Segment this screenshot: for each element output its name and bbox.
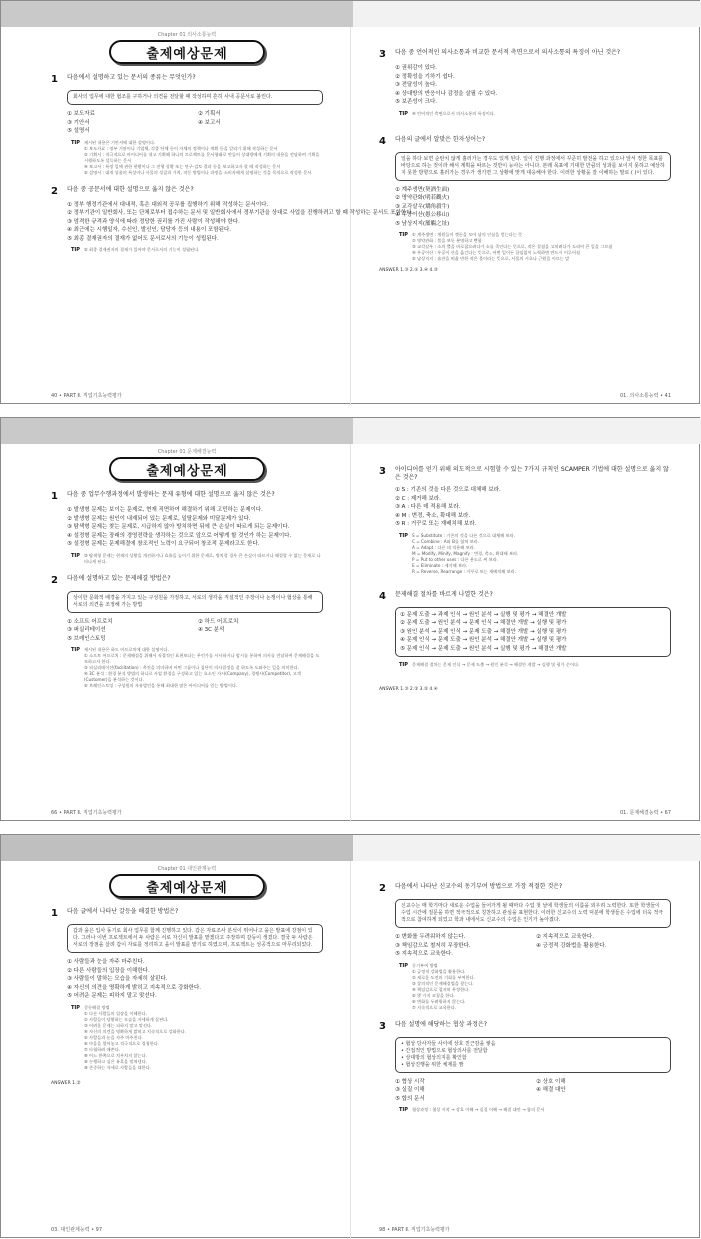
page-folio: 40 • PART Ⅱ. 직업기초능력평가 xyxy=(51,393,122,399)
tip-line: ⑥ 변화를 두려워하지 않는다. xyxy=(411,998,466,1004)
tip-line: 협상과정 : 협상 시작 → 상호 이해 → 실질 이해 → 해결 대안 → 합의 문서 xyxy=(411,1107,545,1112)
question xyxy=(51,575,323,690)
option: ① 계주생면(契酒生面) xyxy=(395,186,450,193)
tip-box xyxy=(71,553,323,565)
passage-box: 신교수는 매 학기마다 새로운 수업을 들어가게 될 때마다 수업 첫 날에 학생들의 이름을 외우려 노력한다. 또한 학생들이 수업 시간에 질문을 하면 적극적으로 칭찬하고 관심을 표현한다. 이러한 신교수의 노력 덕분에 학생들은 수업에 더욱 적극적으로 참여하게 되었고 학과 내에서도 신교수의 수업은 인기가 높아졌다. xyxy=(395,899,671,928)
options xyxy=(395,1078,671,1104)
page-folio: 66 • PART Ⅱ. 직업기초능력평가 xyxy=(51,810,122,816)
tip-line: ① 보도자료 : 정부 기관이나 기업체, 각종 단체 등이 자체의 정책이나 계획 등을 알리기 위해 작성하는 문서 xyxy=(83,145,278,151)
option: ② C : 제거해 보라. xyxy=(395,495,441,502)
option: ① 정부 행정기관에서 대내적, 혹은 대외적 공무를 집행하기 위해 작성하는 문서이다. xyxy=(67,201,269,208)
options xyxy=(395,933,671,959)
tip-line: ④ 언어적인 측면으로서 의사소통의 특징이다. xyxy=(411,110,496,116)
question-number: 4 xyxy=(379,135,386,147)
option: ④ 문제 인식 → 문제 도출 → 원인 분석 → 해결안 개발 → 실행 및 평가 xyxy=(400,637,567,643)
tip-badge: TIP xyxy=(71,552,80,559)
option: ① 협상 시작 xyxy=(395,1078,425,1085)
option: ④ 보고서 xyxy=(198,119,221,126)
option: ④ 우공이산(愚公移山) xyxy=(395,212,450,218)
question-text: 다음 중 공문서에 대한 설명으로 옳지 않은 것은? xyxy=(67,185,194,193)
tip-box xyxy=(71,247,323,254)
question xyxy=(379,466,671,575)
option: ⑤ 보존성이 크다. xyxy=(395,99,438,105)
tip-badge: TIP xyxy=(71,1004,80,1011)
question xyxy=(51,491,323,565)
tip-line: ② 새로운 도전의 기회를 부여한다. xyxy=(411,974,475,980)
left-page xyxy=(1,444,351,822)
right-page xyxy=(351,444,701,822)
option: ② 문제 도출 → 원인 분석 → 문제 인식 → 해결안 개발 → 실행 및 평가 xyxy=(400,620,567,626)
options xyxy=(395,64,671,107)
option: ③ 기안서 xyxy=(67,119,90,126)
book-spread-3 xyxy=(0,834,700,1238)
tip-badge: TIP xyxy=(399,662,408,668)
tip-line: ① 소프트 어프로치 : 문제해결을 위해서 직접적인 표현보다는 무언가를 시사하거나 암시를 통하여 의사를 전달하여 문제해결을 도모하고자 한다. xyxy=(83,653,320,664)
option: ① 변화를 두려워하지 않는다. xyxy=(395,934,466,940)
tip-line: ④ 3C 분석 : 환경 분석 방법의 하나로 사업 환경을 구성하고 있는 요소인 자사(Company), 경쟁사(Competitor), 고객(Customer)을 분석하는 것이다. xyxy=(83,671,301,682)
tip-badge: TIP xyxy=(71,139,80,146)
question-text: 다음에서 나타난 신교수의 동기부여 방법으로 가장 적절한 것은? xyxy=(395,883,563,890)
tip-badge: TIP xyxy=(71,247,80,253)
tip-box xyxy=(399,662,671,669)
option: ④ 자신의 의견을 명확하게 밝히고 지속적으로 강화한다. xyxy=(67,984,202,991)
header-band xyxy=(1,1,701,27)
option: ⑤ 남상지지(濫觴之址) xyxy=(395,220,450,227)
question-number: 2 xyxy=(379,883,386,894)
option: ① 보도자료 xyxy=(67,111,95,117)
question-text: 문제해결 절차를 바르게 나열한 것은? xyxy=(395,590,493,598)
question-text: 다음의 글에서 알맞은 한자성어는? xyxy=(395,135,486,143)
question xyxy=(51,908,323,1071)
option: ⑤ 설정형 문제는 문제해결에 창조적인 노력이 요구되어 창조적 문제라고도 한다. xyxy=(67,541,260,547)
option: ② 발생형 문제는 원인이 내재되어 있는 문제로, 일탈문제와 미달문제가 있다. xyxy=(67,515,251,522)
tip-box xyxy=(399,533,671,575)
option: ⑤ 최종 결재권자의 결재가 없어도 문서로서의 기능이 성립된다. xyxy=(67,235,219,242)
question xyxy=(379,49,671,118)
question-number: 2 xyxy=(51,185,58,197)
tip-line: ② 명약관화 : 불을 보듯 분명하고 뻔함 xyxy=(411,238,482,243)
option: ③ 탐색형 문제는 찾는 문제로, 시급하지 않아 방치하면 뒤에 큰 손실이 따르게 되는 문제이다. xyxy=(67,524,290,530)
question xyxy=(379,1021,671,1115)
tip-line: ① 긍정적 강화법을 활용한다. xyxy=(411,968,466,974)
section-title: 출제예상문제 xyxy=(109,457,265,481)
chapter-label: Chapter 01 문제해결능력 xyxy=(157,449,217,455)
tip-line: ④ 보고서 : 특정 일에 관한 현황이나 그 진행 상황 또는 연구·검토 결과 등을 보고하고자 할 때 작성하는 문서 xyxy=(83,163,281,169)
tip-line: ② 사람들이 당황하는 모습을 자세하게 살핀다. xyxy=(83,1016,169,1022)
tip-line: R = Reverse, Rearrange : 거꾸로 또는 재배치해 보라. xyxy=(411,568,517,574)
tip-line: C = Combine : A와 B를 합쳐 보라. xyxy=(411,538,480,544)
section-title: 출제예상문제 xyxy=(109,874,265,898)
option: ① 소프트 어프로치 xyxy=(67,618,113,625)
option: ④ 최근에는 시행일자, 수신인, 발신인, 담당자 등의 내용이 포함된다. xyxy=(67,227,232,233)
option: ① 권위감이 있다. xyxy=(395,65,438,71)
tip-line: ③ 창의적인 문제해결법을 찾는다. xyxy=(411,980,474,986)
tip-line: ⑤ 사람들과 눈을 자주 마주친다. xyxy=(83,1034,143,1040)
question-text: 다음에서 설명하고 있는 문서의 종류는 무엇인가? xyxy=(67,74,196,81)
question-text: 다음 중 업무수행과정에서 발생하는 문제 유형에 대한 설명으로 옳지 않은 것은? xyxy=(67,491,275,498)
options xyxy=(67,506,323,549)
tip-badge: TIP xyxy=(71,647,80,653)
page-folio: 03. 대인관계능력 • 97 xyxy=(51,1227,103,1233)
page-folio: 01. 의사소통능력 • 41 xyxy=(619,393,671,399)
option: ③ 책임감으로 철저히 무장한다. xyxy=(395,942,471,949)
options xyxy=(67,958,323,1001)
tip-line: ③ 탐색형 문제는 현재의 상황을 개선하거나 효율을 높이기 위한 문제로, 방치할 경우 큰 손실이 따르거나 해결할 수 없는 문제로 나타나게 된다. xyxy=(83,552,321,564)
question xyxy=(379,591,671,670)
option: ② 지속적으로 교육한다. xyxy=(536,934,594,940)
question-number: 3 xyxy=(379,49,386,60)
section-title: 출제예상문제 xyxy=(109,40,265,64)
option: ④ 3C 분석 xyxy=(198,627,225,633)
tip-line: A = Adapt : 다른 데 적용해 보라. xyxy=(411,544,476,550)
book-spread-1 xyxy=(0,0,700,404)
question-number: 4 xyxy=(379,590,386,602)
tip-line: ⑤ 몇 가지 코칭을 한다. xyxy=(411,992,455,998)
tip-line: 제시된 내용은 하드 어프로치에 대한 설명이다. xyxy=(83,647,169,652)
tip-line: ① 다른 사람들의 입장을 이해한다. xyxy=(83,1010,147,1016)
right-page xyxy=(351,861,701,1239)
tip-line: 갈등해결 방법 xyxy=(83,1004,110,1010)
option: ④ 상대방의 반응이나 감정을 살필 수 있다. xyxy=(395,90,498,97)
question-text: 다음 글에서 나타난 갈등을 해결한 방법은? xyxy=(67,908,179,915)
answer-key: ANSWER 1.③ 2.⑤ 3.④ 4.③ xyxy=(379,268,438,273)
tip-line: ⑥ 마음을 열어놓고 적극적으로 경청한다. xyxy=(83,1040,160,1046)
tip-line: P = Put to other uses : 다른 용도로 써 보라. xyxy=(411,556,499,562)
tip-line: ⑩ 존중하는 자세로 사람들을 대한다. xyxy=(83,1064,151,1070)
options xyxy=(67,110,323,136)
tip-line: ⑦ 타협하려 애쓴다. xyxy=(83,1046,121,1052)
question-text: 다음에 설명하고 있는 문제해결 방법은? xyxy=(67,574,171,582)
tip-line: ⑤ 설명서 : 대개 상품의 특성이나 사물의 성질과 가치, 작동 방법이나 과정을 소비자에게 설명하는 것을 목적으로 작성한 문서 xyxy=(83,169,312,175)
tip-line: S = Substitute : 기존의 것을 다른 것으로 대체해 보라. xyxy=(411,532,515,538)
tip-box xyxy=(71,647,323,689)
passage-box: 갑과 을은 입사 동기로 회사 업무를 함께 진행하고 있다. 갑은 자료조사 분석이 뛰어나고 을은 발표에 강점이 있다. 그러나 이번 프로젝트에서 두 사람은 서로 자신이 발표를 맡겠다고 주장하며 갈등이 생겼다. 결국 두 사람은 서로의 장점을 살려 갑이 자료를 정리하고 을이 발표를 맡기로 하였으며, 프로젝트는 성공적으로 마무리되었다. xyxy=(67,924,323,953)
question-number: 3 xyxy=(379,466,386,477)
chapter-label: Chapter 01 대인관계능력 xyxy=(157,866,217,872)
option: ⑤ 합의 문서 xyxy=(395,1095,425,1102)
tip-box xyxy=(399,232,671,262)
option: ③ 엄격한 규격과 양식에 따라 정당한 권리를 가진 사람이 작성해야 한다. xyxy=(67,218,240,225)
option: ② 명약관화(明若觀火) xyxy=(395,195,450,201)
tip-line: ⑤ 남상지지 : 술잔을 띄울 만한 작은 물이라는 뜻으로, 사물의 시초나 근원을 이르는 말 xyxy=(411,256,570,261)
right-page xyxy=(351,27,701,405)
tip-line: ⑦ 지속적으로 교육한다. xyxy=(411,1004,457,1010)
question xyxy=(51,74,323,176)
tip-badge: TIP xyxy=(399,532,408,539)
book-spread-2 xyxy=(0,417,700,821)
tip-line: ④ 자신의 의견을 명확하게 밝히고 지속적으로 강화한다. xyxy=(83,1028,187,1034)
options xyxy=(67,618,323,644)
option: ⑤ 문제 인식 → 문제 도출 → 원인 분석 → 실행 및 평가 → 해결안 개발 xyxy=(400,645,567,652)
answer-key: ANSWER 1.③ 2.② 3.② 4.④ xyxy=(379,687,438,692)
chapter-label: Chapter 01 의사소통능력 xyxy=(157,32,217,38)
tip-box xyxy=(399,111,671,118)
tip-line: 제시된 내용은 기안서에 대한 설명이다. xyxy=(83,139,156,145)
tip-box xyxy=(399,963,671,1011)
tip-line: ⑤ 브레인스토밍 : 구성원의 자유발언을 통해 최대한 많은 아이디어를 얻는 방법이다. xyxy=(83,683,238,688)
option: ② 다른 사람들의 입장을 이해한다. xyxy=(67,967,150,974)
tip-badge: TIP xyxy=(399,232,408,238)
option: ④ 긍정적 강화법을 활용한다. xyxy=(536,942,607,949)
option: ① 사람들과 눈을 자주 마주친다. xyxy=(67,959,145,965)
passage-box: 회사의 업무에 대한 협조를 구하거나 의견을 전달할 때 작성하며 흔히 사내 공문서로 불린다. xyxy=(67,90,323,105)
tip-line: ③ 교각살우 : 소의 뿔을 바로잡으려다가 소를 죽인다는 뜻으로, 작은 결점을 고치려다가 도리어 큰 일을 그르침 xyxy=(411,244,613,249)
option: ⑤ 지속적으로 교육한다. xyxy=(395,951,453,957)
question-number: 3 xyxy=(379,1020,386,1032)
header-band xyxy=(1,418,701,444)
question-number: 1 xyxy=(51,908,58,919)
left-page xyxy=(1,861,351,1239)
option: ③ 원인 분석 → 문제 인식 → 문제 도출 → 해결안 개발 → 실행 및 평가 xyxy=(400,628,567,635)
option: ⑤ 어려운 문제는 피하지 말고 맞선다. xyxy=(67,993,157,999)
page-folio: 98 • PART Ⅱ. 직업기초능력평가 xyxy=(379,1227,450,1233)
passage-box: • 협상 당사자들 사이에 상호 친근감을 쌓음 • 간접적인 방법으로 협상의사를 전달함 • 상대방의 협상의지를 확인함 • 협상진행을 위한 체제를 짬 xyxy=(395,1037,671,1073)
answer-key: ANSWER 1.② xyxy=(51,1080,81,1086)
question-text: 아이디어를 얻기 위해 의도적으로 시험할 수 있는 7가지 규칙인 SCAMPER 기법에 대한 설명으로 옳지 않은 것은? xyxy=(395,466,669,481)
question-text: 다음 설명에 해당하는 협상 과정은? xyxy=(395,1020,487,1028)
option: ② 정부기관이 일반회사, 또는 단체로부터 접수하는 문서 및 일반회사에서 정부기관을 상대로 사업을 진행하려고 할 때 작성하는 문서도 포함한다. xyxy=(67,210,414,216)
tip-line: ④ 우공이산 : 우공이 산을 옮긴다는 뜻으로, 어떤 일이든 끊임없이 노력하면 반드시 이루어짐 xyxy=(411,250,581,255)
option: ③ 실질 이해 xyxy=(395,1087,425,1093)
question xyxy=(379,883,671,1011)
tip-line: E = Eliminate : 제거해 보라. xyxy=(411,562,468,568)
tip-box xyxy=(71,140,323,176)
option: ③ 퍼실리테이션 xyxy=(67,627,106,633)
option: ① S : 기존의 것을 다른 것으로 대체해 보라. xyxy=(395,487,501,493)
page-folio: 01. 문제해결능력 • 67 xyxy=(619,810,671,816)
tip-badge: TIP xyxy=(399,962,408,969)
tip-badge: TIP xyxy=(399,1107,408,1113)
option: ④ 설정형 문제는 장래의 경영전략을 생각하는 것으로 앞으로 어떻게 할 것인가 하는 문제이다. xyxy=(67,532,292,539)
tip-line: M = Modify, Minify, Magnify : 변경, 축소, 확대해 보라. xyxy=(411,550,519,556)
tip-line: ③ 퍼실리테이션(facilitation) : 촉진을 의미하며 어떤 그룹이나 집단이 의사결정을 잘 하도록 도와주는 일을 의미한다. xyxy=(83,665,299,670)
question-number: 1 xyxy=(51,491,58,502)
option: ⑤ 브레인스토밍 xyxy=(67,635,106,642)
tip-line: ⑤ 최종 결재권자의 결재가 있어야 문서로서의 기능이 성립된다. xyxy=(83,247,200,252)
tip-line: 동기부여 방법 xyxy=(411,962,438,968)
option: ① 문제 도출 → 과제 인식 → 원인 분석 → 실행 및 평가 → 해결안 개발 xyxy=(400,611,567,618)
tip-box xyxy=(71,1005,323,1071)
header-band xyxy=(1,835,701,861)
tip-line: ⑨ 논쟁하고 싶은 유혹을 떨쳐낸다. xyxy=(83,1058,147,1064)
tip-line: 문제해결 절차는 문제 인식 → 문제 도출 → 원인 분석 → 해결안 개발 → 실행 및 평가 순이다. xyxy=(411,662,580,667)
option: ② 하드 어프로치 xyxy=(198,618,239,625)
option: ③ 전달성이 높다. xyxy=(395,82,438,88)
tip-box xyxy=(399,1107,671,1114)
option: ① 발생형 문제는 보이는 문제로, 현재 직면하여 해결하기 위해 고민하는 문제이다. xyxy=(67,507,263,513)
passage-box: 일을 하다 보면 순탄치 않게 흘러가는 경우도 있게 된다. 일이 진행 과정에서 꾸준히 발전을 하고 있으나 앞서 정한 목표를 바탕으로 하는 것이라 해서 계획을 따르는 것만이 능사는 아니다. 본래 목표에 기대한 만큼의 성과를 보이지 못하고 예상하지 못한 방향으로 흘러가는 경우가 생기면 그 상황에 맞게 대응해야 한다. 이러한 상황을 잘 이해하는 말로 ( )이 있다. xyxy=(395,152,671,181)
option: ③ 사람들이 말하는 모습을 자세히 살핀다. xyxy=(67,976,168,982)
tip-line: ④ 책임감으로 철저히 무장한다. xyxy=(411,986,470,992)
options xyxy=(395,186,671,229)
option: ③ 교각살우(矯角殺牛) xyxy=(395,203,450,210)
option: ② 정확성을 기하기 쉽다. xyxy=(395,73,455,80)
tip-line: ③ 어려운 문제는 피하지 말고 맞선다. xyxy=(83,1022,153,1028)
option: ⑤ 설명서 xyxy=(67,128,90,134)
question xyxy=(51,185,414,255)
option: ④ 해결 대안 xyxy=(536,1087,566,1093)
tip-line: ② 기획서 : 적극적으로 아이디어를 내고 기획해 하나의 프로젝트를 문서형태로 만들어 상대방에게 기획의 내용을 전달하여 기획을 시행하도록 설득하는 문서 xyxy=(83,151,320,163)
options xyxy=(395,486,671,529)
option: ② 상호 이해 xyxy=(536,1078,566,1085)
options-box xyxy=(395,607,671,658)
option: ③ A : 다른 데 적용해 보라. xyxy=(395,504,461,510)
option: ② 기획서 xyxy=(198,111,221,117)
option: ④ M : 변경, 축소, 확대해 보라. xyxy=(395,512,471,519)
tip-badge: TIP xyxy=(399,110,408,117)
tip-line: ① 계주생면 : 계원들이 곗돈을 모아 남의 인심을 얻는다는 뜻 xyxy=(411,232,523,237)
question xyxy=(379,136,671,263)
question-number: 2 xyxy=(51,574,58,586)
option: ⑤ R : 거꾸로 또는 재배치해 보라. xyxy=(395,521,477,527)
question-text: 다음 중 언어적인 의사소통과 비교한 문서적 측면으로서 의사소통의 특징이 아닌 것은? xyxy=(395,49,621,56)
passage-box: 상이한 문화적 배경을 가지고 있는 구성원을 가정하고, 서로의 생각을 직설적인 주장이나 논쟁이나 협상을 통해 서로의 의견을 조정해 가는 방법 xyxy=(67,591,323,613)
question-number: 1 xyxy=(51,74,58,85)
tip-line: ⑧ 어느 한쪽으로 치우치지 않는다. xyxy=(83,1052,147,1058)
